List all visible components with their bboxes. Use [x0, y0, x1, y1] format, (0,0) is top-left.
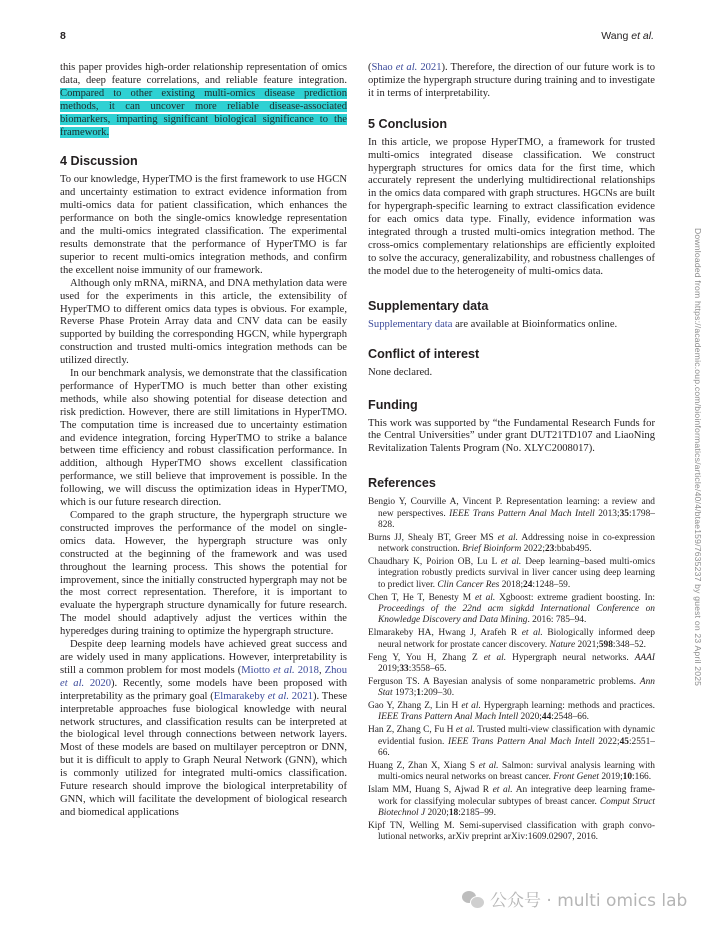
reference-volume: 45 [619, 736, 629, 747]
citation-link-miotto[interactable]: Miotto et al. 2018 [241, 664, 319, 676]
continuation-paragraph: (Shao et al. 2021). Therefore, the direction of our future work is to optimize the hypergraph structure during training and to investigate it in terms of interpretability. [368, 62, 656, 99]
discussion-heading: 4 Discussion [60, 154, 138, 169]
reference-authors: Han Z, Zhang C, Fu H et al. Trusted multi-view classification with dynamic evidential fusion. [368, 725, 655, 747]
reference-year: 2019; [598, 772, 623, 783]
intro-paragraph [60, 62, 347, 139]
reference-pages: :3558–65. [408, 663, 447, 674]
reference-authors: Bengio Y, Courville A, Vincent P. Representation learning: a review and new perspectives. [368, 497, 655, 519]
reference-year: 2021; [575, 639, 599, 650]
conclusion-heading: 5 Conclusion [368, 116, 448, 131]
reference-item [368, 557, 655, 591]
text-segment: ). Recently, some models have been proposed with interpretability as the primary goal ( [60, 677, 347, 702]
wechat-icon [462, 890, 484, 908]
citation-link-elmarakeby[interactable]: Elmarakeby et al. 2021 [213, 690, 313, 702]
conclusion-paragraph: In this article, we propose HyperTMO, a framework for trusted multi-omics integrated disease classification. We construct hypergraph structures for omics data for the first time, which accurately represent the underlying multidirectional relationships in the omics data compared with graph structures. HGCNs are built for hypergraph-specific learning to extract classification evidence for each omics data type. Finally, evidence information was integrated through a trusted multi-omics integration method. The cross-omics complementary relationships are efficiently exploited to solve the accuracy, generalizability, and robustness challenges of the model due to the heterogeneity of multi-omics data. [368, 136, 655, 277]
reference-authors: Gao Y, Zhang Z, Lin H et al. Hypergraph learning: methods and practices. [368, 701, 655, 712]
reference-year: 1973; [392, 688, 417, 699]
discussion-paragraph-5 [60, 639, 347, 820]
running-head [601, 30, 654, 42]
reference-item [368, 628, 655, 651]
intro-text: this paper provides high-order relationship representation of omics data, deep feature correlations, and reliable feature integration. [60, 62, 347, 86]
download-note: Downloaded from https://academic.oup.com/bioinformatics/article/40/4/btae159/7635237 by guest on 23 April 2025 [693, 228, 703, 687]
reference-journal: IEEE Trans Pattern Anal Mach Intell [449, 508, 595, 519]
reference-authors: Ferguson TS. A Bayesian analysis of some nonparametric problems. [368, 676, 640, 687]
reference-journal: AAAI [634, 652, 656, 663]
reference-pages: :1248–59. [532, 579, 571, 590]
funding-heading: Funding [368, 397, 418, 412]
reference-item [368, 701, 655, 724]
reference-journal: Proceedings of the 22nd acm sigkdd International Conference on Knowledge Discovery and Data Mining [378, 603, 655, 626]
reference-journal: Comput Struct Biotechnol J [378, 796, 655, 818]
running-head-etal: et al. [631, 30, 654, 42]
reference-authors: Elmarakeby HA, Hwang J, Arafeh R et al. Biologically informed deep neural network for prostate cancer discovery. [368, 628, 655, 650]
reference-volume: 598 [598, 639, 613, 650]
reference-authors: Feng Y, You H, Zhang Z et al. Hypergraph neural networks. [368, 652, 635, 663]
reference-authors: Islam MM, Huang S, Ajwad R et al. An integrative deep learning framework for classifying molecular subtypes of breast cancer. [368, 785, 655, 807]
running-head-author: Wang [601, 30, 629, 42]
discussion-paragraph-2: Although only mRNA, miRNA, and DNA methylation data were used for the experiments in this article, the extensibility of HyperTMO to different omics data types is obvious. For example, Reverse Phase Protein Array data and CNV data can be easily supported by building the corresponding HGCN, while hypergraph construction and trusted multi-omics integration methods can be utilized directly. [60, 277, 347, 367]
references-heading: References [368, 476, 436, 491]
reference-item [368, 785, 655, 819]
reference-pages: :1798–828. [378, 508, 655, 530]
supplementary-paragraph [368, 319, 655, 332]
reference-list [368, 497, 655, 843]
supplementary-data-link[interactable]: Supplementary data [368, 318, 453, 330]
reference-journal: Front Genet [553, 772, 599, 783]
page-number: 8 [60, 30, 66, 42]
reference-volume: 24 [523, 579, 533, 590]
funding-paragraph: This work was supported by “the Fundamental Research Funds for the Central Universities” under grant DUT21TD107 and LiaoNing Revitalization Talents Program (No. XLYC2008017). [368, 417, 655, 455]
text-segment: are available at Bioinformatics online. [452, 318, 618, 330]
left-column [60, 62, 347, 820]
reference-pages: :2551–66. [378, 736, 655, 758]
reference-pages: :2185–99. [458, 807, 496, 818]
reference-pages: :348–52. [612, 639, 646, 650]
reference-authors: Chen T, He T, Benesty M et al. Xgboost: extreme gradient boosting. In: [368, 592, 656, 603]
reference-volume: 35 [619, 508, 629, 519]
reference-year: 2020; [518, 712, 542, 723]
conflict-heading: Conflict of interest [368, 346, 480, 361]
reference-journal: Clin Cancer Res [437, 579, 500, 590]
reference-year: . 2016: 785–94. [527, 615, 587, 626]
reference-item [368, 533, 655, 556]
reference-volume: 23 [544, 544, 555, 555]
reference-journal: IEEE Trans Pattern Anal Mach Intell [378, 712, 519, 723]
reference-item [368, 821, 655, 844]
reference-year: 2019; [378, 663, 400, 674]
discussion-paragraph-4: Compared to the graph structure, the hypergraph structure we constructed improves the performance of the model on single-omics data. However, the hypergraph structure was only constructed at the beginning of the framework and was used throughout the learning process. This shows the potential for improvement, since the initially constructed hypergraph may not be the most correct representation. Therefore, it is important to evaluate the hypergraph structure dynamically for future research. The model should adaptively adjust the vertices within the hyperedges during training to optimize the hypergraph structure. [60, 510, 347, 638]
reference-journal: Nature [549, 639, 576, 650]
reference-journal: IEEE Trans Pattern Anal Mach Intell [448, 736, 595, 747]
text-segment: ). These interpretable approaches fuse biological knowledge with neural network structures, and classification results can be interpreted at the biological level through connections between network layers. Most of these models are based on multilayer perceptron or DNN, but it is difficult to apply to Graph Neural Network (GNN), which is commonly utilized for integrated multi-omics classification. Future research should improve the biological interpretability of GNN, which will facilitate the development of biological research and biomedical applications [60, 690, 348, 818]
discussion-paragraph-3: In our benchmark analysis, we demonstrate that the classification performance of HyperTMO is much better than other existing methods, while also showing potential for disease detection and risk prediction. However, there are still limitations in HyperTMO. The computation time is increased due to uncertainty estimation and evidence integration, forcing HyperTMO to strike a balance between time efficiency and robust classification performance. In addition, although HyperTMO shows excellent classification performance, we still believe that improvement is possible. In the following, we will discuss the optimization ideas in HyperTMO, which is our future research direction. [60, 368, 347, 509]
reference-item [368, 725, 655, 759]
reference-item [368, 593, 655, 627]
citation-link-shao[interactable]: Shao et al. 2021 [371, 62, 442, 73]
reference-authors: Huang Z, Zhan X, Xiang S et al. Salmon: survival analysis learning with multi-omics neural networks on breast cancer. [368, 760, 655, 783]
reference-year: 2013; [594, 508, 620, 519]
right-column [368, 62, 655, 845]
reference-volume: 33 [399, 663, 409, 674]
supplementary-heading: Supplementary data [368, 298, 489, 313]
watermark [462, 886, 687, 911]
reference-pages: :bbab495. [554, 544, 592, 555]
watermark-text: 公众号 · multi omics lab [490, 891, 688, 911]
reference-authors: Burns JJ, Shealy BT, Greer MS et al. Addressing noise in co-expression network construction. [368, 532, 655, 555]
reference-year: 2018; [499, 579, 524, 590]
reference-volume: 18 [448, 807, 459, 818]
reference-year: 2022; [594, 736, 620, 747]
highlighted-text[interactable]: Compared to other existing multi-omics disease prediction methods, it can uncover more reliable disease-associated biomarkers, imparting significant biological significance to the framework. [60, 87, 347, 138]
reference-year: 2020; [425, 807, 449, 818]
reference-item [368, 677, 655, 700]
reference-item [368, 497, 655, 531]
citation-link-zhou[interactable]: Zhou et al. 2020 [60, 664, 347, 689]
reference-authors: Chaudhary K, Poirion OB, Lu L et al. Deep learning–based multi-omics integration robustly predicts survival in liver cancer using deep learning to predict liver. [368, 557, 655, 590]
reference-pages: :2548–66. [551, 712, 590, 723]
reference-volume: 1 [416, 688, 421, 699]
text-segment: Despite deep learning models have achieved great success and are widely used in many applications. However, interpretability is still a common problem for most models ( [60, 639, 347, 676]
discussion-paragraph-1: To our knowledge, HyperTMO is the first framework to use HGCN and uncertainty estimation to extract evidence information from multi-omics data for patient classification, which enhances the performance on both the single-omics knowledge representation and the multi-omics integrated classification. The experimental results demonstrate that the performance of HyperTMO is far superior to recent multi-omics integration methods, and confirm the excellent noise immunity of our framework. [60, 174, 347, 276]
reference-journal: Ann Stat [378, 676, 655, 699]
reference-item [368, 653, 655, 676]
reference-pages: :209–30. [420, 688, 455, 699]
reference-volume: 10 [622, 772, 633, 783]
reference-item [368, 761, 655, 784]
reference-authors: Kipf TN, Welling M. Semi-supervised classification with graph convolutional networks, arXiv preprint arXiv:1609.02907, 2016. [368, 820, 655, 843]
conflict-paragraph: None declared. [368, 366, 433, 378]
reference-year: 2022; [521, 544, 545, 555]
text-segment: , [318, 664, 325, 676]
reference-pages: :166. [632, 772, 652, 783]
reference-volume: 44 [541, 712, 552, 723]
reference-journal: Brief Bioinform [462, 544, 522, 555]
text-segment: ). Therefore, the direction of our future work is to optimize the hypergraph structure during training and to investigate it in terms of interpretability. [368, 62, 656, 99]
